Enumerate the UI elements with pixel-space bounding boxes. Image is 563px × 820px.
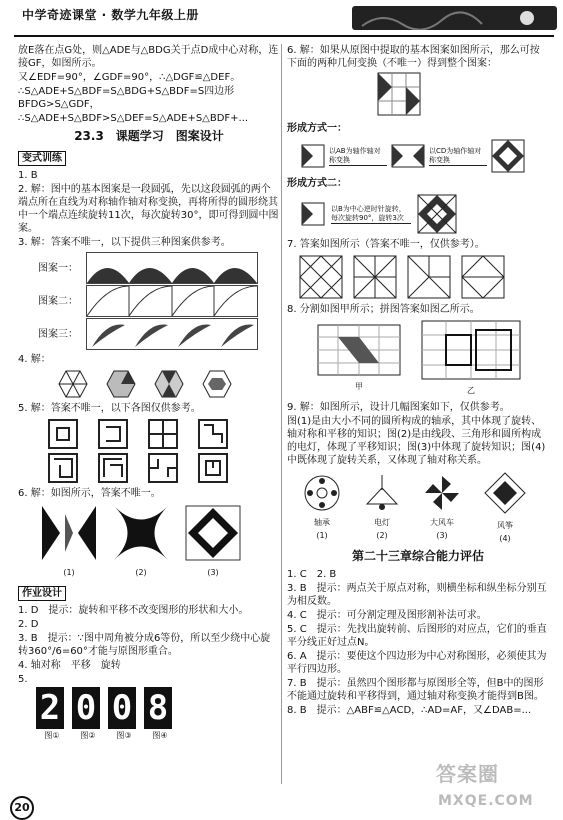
answer-item: 7. 答案如图所示（答案不唯一，仅供参考）。 [287, 239, 485, 250]
page-number: 20 [10, 796, 34, 820]
arrow-label: 以B为中心逆时针旋转，每次旋转90°，旋转3次 [331, 205, 411, 224]
answer-item: 6. 解：如果从原图中提取的基本图案如图所示，那么可按下面的两种几何变换（不唯一）得到整个图案： [287, 45, 540, 69]
bearing-figure [303, 474, 341, 512]
page-header [0, 0, 563, 40]
pattern-three-figure [86, 318, 258, 350]
pattern-label: 图案二： [38, 295, 78, 307]
answer-item: 4. 解： [18, 354, 51, 365]
answer-item: 3. 解：答案不唯一，以下提供三种图案供参考。 [18, 237, 231, 248]
answer-item: 2. 解：图中的基本图案是一段圆弧，先以这段圆弧的两个端点所在直线为对称轴作轴对称变换，再将所得的圆形绕其中一个端点连续旋转11次，每次旋转30°，即可得到圆中图案。 [18, 184, 279, 234]
square-pattern-figure [198, 419, 228, 449]
pattern-label: 图案三： [38, 328, 78, 340]
answer-item: 1. D 提示：旋转和平移不改变图形的形状和大小。 [18, 605, 249, 616]
figure-caption: 乙 [467, 386, 475, 395]
fig6-row [40, 504, 280, 579]
book-title: 中学奇迹课堂 · 数学九年级上册 [22, 8, 199, 22]
arrow-label: 以CD为轴作轴对称变换 [429, 147, 487, 166]
fig9-row [303, 471, 549, 545]
column-divider [281, 44, 282, 784]
figure-caption: (2) [135, 568, 147, 577]
figure-caption: 轴承 [314, 518, 330, 527]
banner-decoration-icon [352, 6, 557, 30]
answer-item: 3. B 提示：两点关于原点对称，则横坐标和纵坐标分别互为相反数。 [287, 583, 547, 607]
fig8-row [317, 320, 549, 397]
figure-number: (1) [316, 531, 328, 540]
figure-number: (2) [376, 531, 388, 540]
watermark-url: MXQE.COM [438, 793, 534, 809]
method-label: 形成方式一： [287, 123, 347, 134]
label-box-practice: 变式训练 [18, 151, 66, 166]
hexagon-figure [58, 370, 88, 398]
fig7-figure [461, 255, 505, 299]
fig7-figure [353, 255, 397, 299]
answer-item: 1. B [18, 170, 38, 181]
intro-line: 放E落在点G处，则△ADE与△BDG关于点D成中心对称，连接GF，如图所示。 [18, 45, 279, 69]
left-column [18, 44, 280, 742]
hexagon-figures [58, 370, 280, 398]
square-pattern-figure [148, 419, 178, 449]
figure-caption: (1) [63, 568, 75, 577]
figure-caption: 大风车 [430, 518, 454, 527]
answer-item: 2. D [18, 619, 39, 630]
digit-figure: 8 [144, 687, 172, 729]
answer-item: 6. 解：如图所示，答案不唯一。 [18, 488, 161, 499]
answer-item: 8. B 提示：△ABF≌△ACD，∴AD=AF，又∠DAB=... [287, 705, 532, 716]
square-pattern-figure [148, 453, 178, 483]
fig7-row [299, 255, 549, 299]
pattern-figures [38, 252, 280, 350]
intro-line: ∴S△ADE+S△BDF>S△DEF=S△ADE+S△BDF+... [18, 113, 249, 124]
section-title: 23.3 课题学习 图案设计 [74, 129, 224, 143]
hexagon-figure [154, 370, 184, 398]
figure-number: (3) [436, 531, 448, 540]
square-pattern-figure [48, 419, 78, 449]
kite-figure [483, 471, 527, 515]
hexagon-figure [202, 370, 232, 398]
figure-caption: 图④ [152, 731, 168, 740]
pattern-label: 图案一： [38, 262, 78, 274]
watermark-text: 答案圈 [436, 762, 499, 786]
answer-item: 图(1)是由大小不同的圆所构成的轴承，其中体现了旋转、轴对称和平移的知识；图(2)是由线段、三角形和圆所构成的电灯，体现了平移知识；图(3)中体现了旋转知识；图(4)中既体现了旋转关系，又体现了轴对称关系。 [287, 416, 546, 466]
digit-figure: 0 [108, 687, 136, 729]
base-pattern-figure [377, 72, 549, 120]
answer-item: 5. [18, 674, 28, 685]
fig7-figure [407, 255, 451, 299]
figure-caption: (3) [207, 568, 219, 577]
fig7-figure [299, 255, 343, 299]
answer-item: 8. 分割如图甲所示；拼图答案如图乙所示。 [287, 304, 480, 315]
fig6-figure-2 [112, 504, 170, 562]
lamp-figure [363, 474, 401, 512]
figure-caption: 风筝 [497, 521, 513, 530]
fig6-figure-1 [40, 504, 98, 562]
digit-figure: 0 [72, 687, 100, 729]
answer-item: 1. C 2. B [287, 569, 337, 580]
answer-item: 5. C 提示：先找出旋转前、后图形的对应点，它们的垂直平分线正好过点N。 [287, 624, 547, 648]
hexagon-figure [106, 370, 136, 398]
figure-caption: 图② [80, 731, 96, 740]
header-rule [14, 35, 554, 37]
figure-caption: 图① [44, 731, 60, 740]
answer-item: 9. 解：如图所示，设计几幅图案如下，仅供参考。 [287, 402, 510, 413]
pattern-two-figure [86, 285, 258, 317]
intro-line: 又∠EDF=90°，∠GDF=90°，∴△DGF≌△DEF。 [18, 72, 241, 83]
pattern-one-figure [86, 252, 258, 284]
right-column [287, 44, 549, 718]
figure-caption: 电灯 [374, 518, 390, 527]
answer-item: 7. B 提示：虽然四个图形都与原图形全等，但B中的图形不能通过旋转和平移得到，通过轴对称变换才能得到B图。 [287, 678, 544, 702]
intro-line: ∴S△ADE+S△BDF=S△BDG+S△BDF=S四边形BFDG>S△GDF， [18, 86, 235, 110]
square-pattern-figure [198, 453, 228, 483]
digits-row [36, 687, 280, 742]
square-pattern-figures [48, 419, 280, 483]
chapter-title: 第二十三章综合能力评估 [351, 549, 484, 563]
figure-caption: 图③ [116, 731, 132, 740]
answer-item: 3. B 提示：∵图中周角被分成6等份，所以至少绕中心旋转360°/6=60°才能与原图形重合。 [18, 633, 271, 657]
windmill-figure [423, 474, 461, 512]
digit-figure: 2 [36, 687, 64, 729]
method-label: 形成方式二： [287, 178, 347, 189]
figure-caption: 甲 [355, 382, 363, 391]
answer-item: 5. 解：答案不唯一，以下各图仅供参考。 [18, 403, 201, 414]
square-pattern-figure [98, 419, 128, 449]
answer-item: 4. C 提示：可分割定理及图形割补法可求。 [287, 610, 487, 621]
method-two-diagram [301, 194, 549, 234]
arrow-label: 以AB为轴作轴对称变换 [329, 147, 387, 166]
square-pattern-figure [98, 453, 128, 483]
answer-item: 4. 轴对称 平移 旋转 [18, 660, 121, 671]
fig8-figure-jia [317, 324, 401, 376]
label-box-homework: 作业设计 [18, 586, 66, 601]
method-one-diagram [301, 139, 549, 173]
fig8-figure-yi [421, 320, 521, 380]
header-banner-image [352, 6, 557, 30]
answer-item: 6. A 提示：要使这个四边形为中心对称图形，必须使其为平行四边形。 [287, 651, 547, 675]
figure-number: (4) [499, 534, 511, 543]
fig6-figure-3 [184, 504, 242, 562]
square-pattern-figure [48, 453, 78, 483]
